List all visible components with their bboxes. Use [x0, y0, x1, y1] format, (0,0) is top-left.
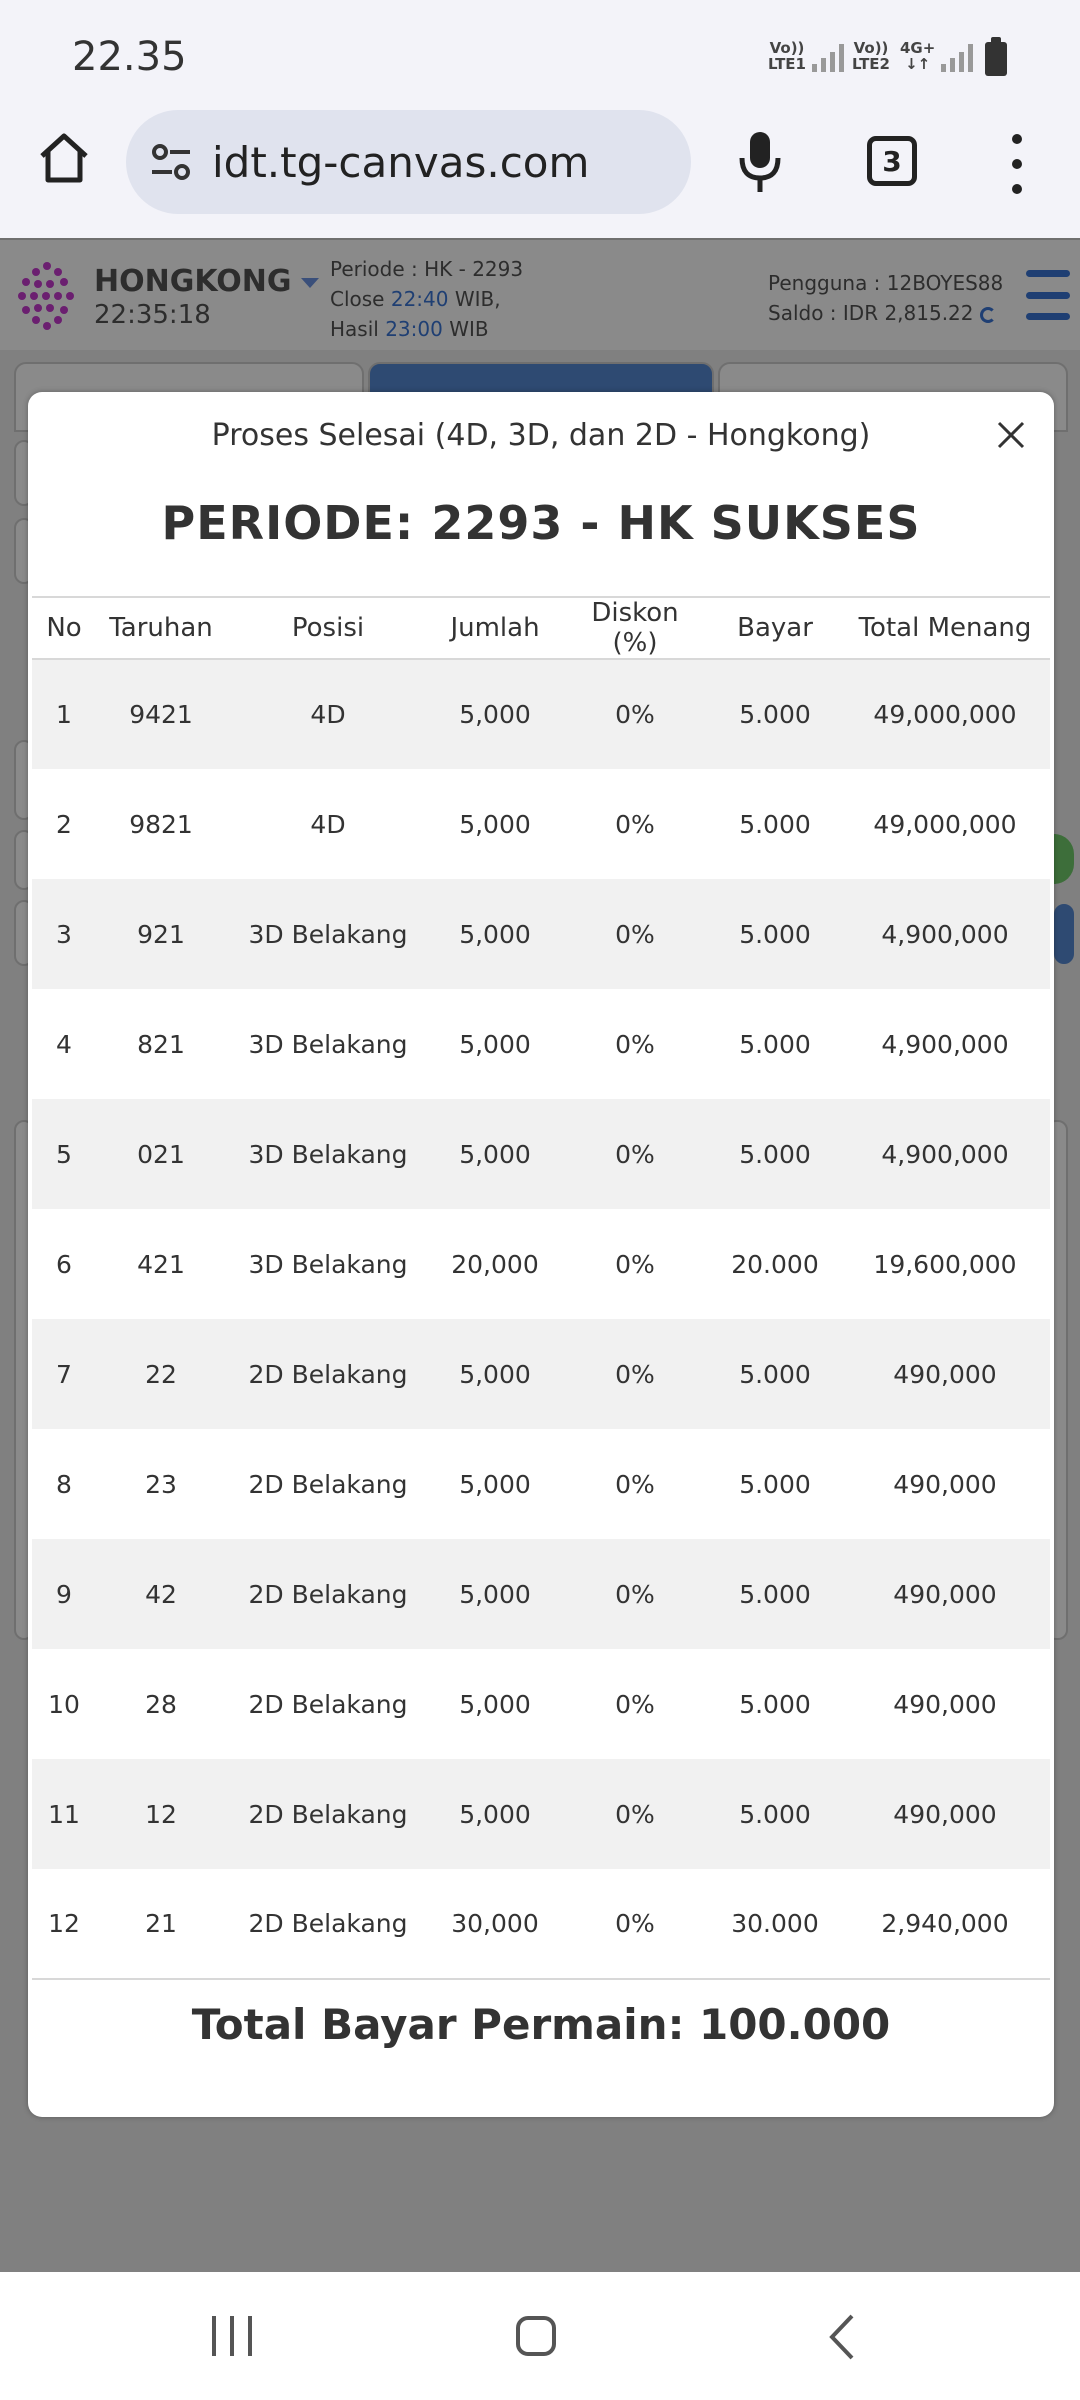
- cell-pay: 20.000: [731, 1249, 819, 1279]
- cell-no: 8: [56, 1469, 72, 1499]
- table-row: [32, 659, 1050, 769]
- cell-position: 2D Belakang: [248, 1909, 408, 1938]
- sim2-signal: Vo)) LTE2: [852, 39, 890, 73]
- cell-position: 2D Belakang: [248, 1359, 408, 1389]
- cell-total-win: 4,900,000: [881, 919, 1009, 949]
- cell-bet: 22: [145, 1359, 177, 1389]
- cell-discount: 0%: [615, 1139, 655, 1169]
- refresh-icon[interactable]: [980, 307, 996, 323]
- cell-total-win: 490,000: [893, 1359, 997, 1389]
- address-bar[interactable]: [126, 110, 691, 214]
- table-row: [32, 1539, 1050, 1649]
- cell-position: 2D Belakang: [248, 1689, 408, 1719]
- cell-position: 3D Belakang: [248, 919, 408, 949]
- cell-position: 4D: [310, 700, 346, 729]
- cell-discount: 0%: [615, 1689, 655, 1719]
- url-text[interactable]: idt.tg-canvas.com: [212, 137, 590, 187]
- column-header: Bayar: [737, 613, 813, 643]
- cell-amount: 5,000: [459, 809, 531, 839]
- cell-pay: 5.000: [739, 1689, 811, 1719]
- bets-table: [32, 596, 1050, 1980]
- table-row: [32, 1869, 1050, 1979]
- period-info: Periode : HK - 2293 Close 22:40 WIB, Hasil 23:00 WIB: [330, 257, 524, 341]
- cell-pay: 5.000: [739, 809, 811, 839]
- home-icon[interactable]: [34, 128, 94, 188]
- cell-amount: 30,000: [451, 1909, 539, 1938]
- cell-pay: 5.000: [739, 1139, 811, 1169]
- cell-pay: 5.000: [739, 1469, 811, 1499]
- cell-total-win: 490,000: [893, 1579, 997, 1609]
- cell-total-win: 49,000,000: [873, 700, 1017, 729]
- cell-amount: 5,000: [459, 1139, 531, 1169]
- cell-pay: 5.000: [739, 919, 811, 949]
- close-icon[interactable]: [994, 418, 1028, 452]
- table-row: [32, 1429, 1050, 1539]
- total-payment: Total Bayar Permain: 100.000: [191, 2000, 891, 2049]
- table-header-row: [32, 597, 1050, 659]
- cell-position: 2D Belakang: [248, 1579, 408, 1609]
- cell-no: 7: [56, 1359, 72, 1389]
- cell-amount: 5,000: [459, 1689, 531, 1719]
- column-header: Total Menang: [858, 613, 1032, 643]
- home-button-icon[interactable]: [516, 2316, 556, 2356]
- cell-total-win: 490,000: [893, 1799, 997, 1829]
- recent-apps-icon[interactable]: [212, 2316, 252, 2356]
- result-modal: [28, 392, 1054, 2117]
- cell-no: 12: [48, 1909, 80, 1938]
- cell-pay: 5.000: [739, 700, 811, 729]
- cell-no: 2: [56, 809, 72, 839]
- cell-discount: 0%: [615, 1579, 655, 1609]
- cell-amount: 20,000: [451, 1249, 539, 1279]
- system-navigation-bar: [0, 2272, 1080, 2400]
- cell-no: 11: [48, 1799, 80, 1829]
- cell-bet: 42: [145, 1579, 177, 1609]
- cell-discount: 0%: [615, 1799, 655, 1829]
- cell-amount: 5,000: [459, 1359, 531, 1389]
- site-header: [0, 238, 1080, 350]
- cell-position: 3D Belakang: [248, 1249, 408, 1279]
- cell-total-win: 49,000,000: [873, 809, 1017, 839]
- cell-discount: 0%: [615, 1469, 655, 1499]
- cell-bet: 12: [145, 1799, 177, 1829]
- cell-pay: 30.000: [731, 1909, 819, 1938]
- cell-total-win: 4,900,000: [881, 1029, 1009, 1059]
- cell-discount: 0%: [615, 809, 655, 839]
- cell-position: 3D Belakang: [248, 1029, 408, 1059]
- cell-pay: 5.000: [739, 1359, 811, 1389]
- tab-switcher-button[interactable]: 3: [867, 136, 917, 186]
- table-row: [32, 879, 1050, 989]
- table-row: [32, 1209, 1050, 1319]
- cell-bet: 821: [137, 1029, 185, 1059]
- cell-position: 2D Belakang: [248, 1799, 408, 1829]
- back-icon[interactable]: [822, 2312, 862, 2362]
- cell-amount: 5,000: [459, 1799, 531, 1829]
- cell-total-win: 2,940,000: [881, 1909, 1009, 1938]
- status-bar: [0, 0, 1080, 110]
- table-row: [32, 769, 1050, 879]
- cell-amount: 5,000: [459, 919, 531, 949]
- column-header: No: [46, 613, 82, 643]
- cell-discount: 0%: [615, 1249, 655, 1279]
- browser-toolbar: [0, 110, 1080, 238]
- cell-bet: 28: [145, 1689, 177, 1719]
- background-button: [1054, 834, 1074, 884]
- cell-amount: 5,000: [459, 700, 531, 729]
- sim1-signal: Vo)) LTE1: [768, 40, 844, 72]
- column-header: Jumlah: [450, 613, 540, 643]
- network-indicator: 4G+ ↓↑: [900, 40, 973, 72]
- brand-logo: [16, 260, 78, 332]
- cell-total-win: 4,900,000: [881, 1139, 1009, 1169]
- column-header: Diskon (%): [591, 598, 679, 658]
- cell-bet: 21: [145, 1909, 177, 1938]
- user-info: Pengguna : 12BOYES88 Saldo : IDR 2,815.22: [768, 271, 1004, 325]
- cell-no: 6: [56, 1249, 72, 1279]
- cell-amount: 5,000: [459, 1579, 531, 1609]
- cell-total-win: 490,000: [893, 1689, 997, 1719]
- market-selector[interactable]: HONGKONG: [94, 264, 319, 299]
- cell-total-win: 490,000: [893, 1469, 997, 1499]
- cell-bet: 921: [137, 919, 185, 949]
- cell-no: 9: [56, 1579, 72, 1609]
- modal-title: Proses Selesai (4D, 3D, dan 2D - Hongkong): [211, 418, 871, 453]
- site-settings-icon[interactable]: [148, 139, 194, 185]
- cell-pay: 5.000: [739, 1029, 811, 1059]
- cell-discount: 0%: [615, 1909, 655, 1938]
- cell-discount: 0%: [615, 1359, 655, 1389]
- cell-no: 10: [48, 1689, 80, 1719]
- table-row: [32, 1649, 1050, 1759]
- cell-discount: 0%: [615, 1029, 655, 1059]
- cell-position: 2D Belakang: [248, 1469, 408, 1499]
- cell-bet: 021: [137, 1139, 185, 1169]
- cell-bet: 421: [137, 1249, 185, 1279]
- microphone-icon[interactable]: [735, 130, 785, 194]
- column-header: Posisi: [291, 613, 365, 643]
- cell-discount: 0%: [615, 700, 655, 729]
- cell-position: 4D: [310, 809, 346, 839]
- server-clock: 22:35:18: [94, 300, 211, 330]
- battery-icon: [985, 42, 1007, 76]
- chevron-down-icon: [301, 278, 319, 288]
- signal-bars-icon: [812, 42, 844, 72]
- background-button: [1054, 904, 1074, 964]
- cell-bet: 9821: [129, 809, 193, 839]
- table-row: [32, 1099, 1050, 1209]
- cell-bet: 23: [145, 1469, 177, 1499]
- cell-no: 5: [56, 1139, 72, 1169]
- table-row: [32, 989, 1050, 1099]
- cell-no: 3: [56, 919, 72, 949]
- more-options-icon[interactable]: [1005, 134, 1029, 194]
- table-row: [32, 1319, 1050, 1429]
- cell-amount: 5,000: [459, 1029, 531, 1059]
- cell-pay: 5.000: [739, 1579, 811, 1609]
- menu-icon[interactable]: [1026, 270, 1070, 320]
- cell-discount: 0%: [615, 919, 655, 949]
- cell-no: 1: [56, 700, 72, 729]
- cell-bet: 9421: [129, 700, 193, 729]
- cell-position: 3D Belakang: [248, 1139, 408, 1169]
- status-time: 22.35: [72, 34, 187, 80]
- cell-amount: 5,000: [459, 1469, 531, 1499]
- cell-pay: 5.000: [739, 1799, 811, 1829]
- period-heading: PERIODE: 2293 - HK SUKSES: [161, 496, 921, 550]
- table-row: [32, 1759, 1050, 1869]
- cell-total-win: 19,600,000: [873, 1249, 1017, 1279]
- column-header: Taruhan: [109, 613, 213, 643]
- signal-bars-icon: [941, 42, 973, 72]
- cell-no: 4: [56, 1029, 72, 1059]
